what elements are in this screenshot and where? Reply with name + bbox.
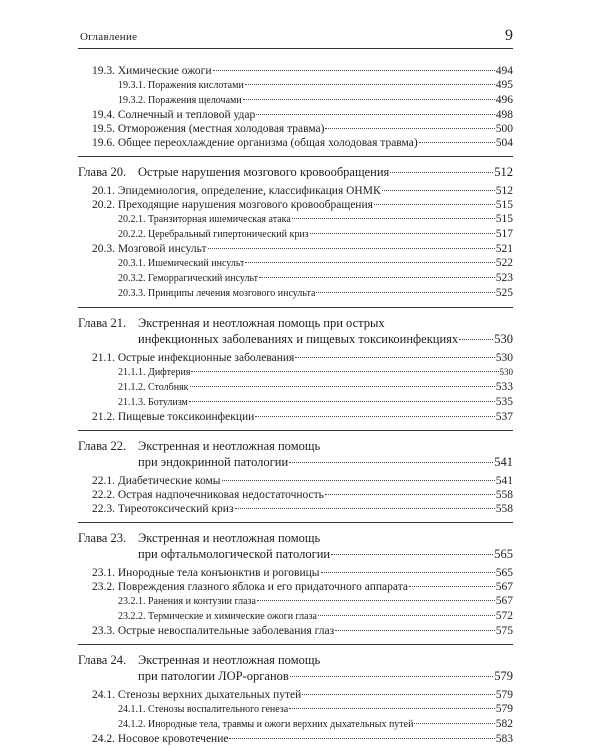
toc-entry-title: 20.1. Эпидемиология, определение, классификация ОНМК — [92, 185, 381, 197]
toc-entry[interactable] — [78, 122, 513, 136]
toc-entry-page: 535 — [495, 396, 513, 408]
toc-entry[interactable] — [78, 566, 513, 580]
dot-leader — [325, 128, 494, 129]
toc-entry[interactable] — [78, 594, 513, 609]
toc-entry-title: 20.2. Преходящие нарушения мозгового кровообращения — [92, 199, 373, 211]
dot-leader — [318, 615, 495, 616]
toc-entry-title: 24.1. Стенозы верхних дыхательных путей — [92, 689, 302, 701]
dot-leader — [289, 462, 493, 463]
chapter-title-last-line — [78, 331, 513, 347]
chapter-page: 530 — [494, 332, 513, 346]
dot-leader — [190, 386, 495, 387]
toc-entry[interactable] — [78, 184, 513, 198]
toc-entry[interactable] — [78, 212, 513, 227]
chapter-title-text: Острые нарушения мозгового кровообращения — [138, 165, 390, 179]
toc-entry-title: 23.2.1. Ранения и контузии глаза — [118, 596, 256, 607]
dot-leader — [414, 723, 494, 724]
toc-entry-title: 23.2. Повреждения глазного яблока и его придаточного аппарата — [92, 581, 408, 593]
chapter-title-text: при эндокринной патологии — [138, 455, 289, 469]
chapter-title-text: Экстренная и неотложная помощь — [138, 653, 321, 667]
chapter-heading[interactable] — [78, 530, 513, 562]
section-divider — [78, 307, 513, 308]
toc-entry-page: 515 — [495, 199, 513, 211]
dot-leader — [409, 586, 495, 587]
dot-leader — [302, 694, 494, 695]
toc-entry-page: 512 — [495, 185, 513, 197]
chapter-heading[interactable] — [78, 164, 513, 180]
toc-entry-page: 523 — [495, 272, 513, 284]
toc-entry-title: 19.4. Солнечный и тепловой удар — [92, 109, 256, 121]
toc-entry[interactable] — [78, 732, 513, 746]
toc-entry-title: 20.3.2. Геморрагический инсульт — [118, 273, 259, 284]
toc-entry[interactable] — [78, 410, 513, 424]
section-divider — [78, 156, 513, 157]
toc-entry-page: 498 — [495, 109, 513, 121]
toc-entry[interactable] — [78, 717, 513, 732]
dot-leader — [245, 262, 494, 263]
toc-entry[interactable] — [78, 624, 513, 638]
toc-entry-page: 558 — [495, 503, 513, 515]
dot-leader — [243, 99, 495, 100]
dot-leader — [310, 233, 495, 234]
dot-leader — [459, 339, 493, 340]
toc-entry-page: 575 — [495, 625, 513, 637]
dot-leader — [295, 357, 494, 358]
toc-entry-title: 20.3.3. Принципы лечения мозгового инсульта — [118, 288, 316, 299]
toc-entry-title: 19.3. Химические ожоги — [92, 65, 212, 77]
dot-leader — [382, 190, 495, 191]
toc-entry[interactable] — [78, 380, 513, 395]
dot-leader — [255, 416, 494, 417]
toc-entry-title: 22.1. Диабетические комы — [92, 475, 221, 487]
toc-entry[interactable] — [78, 227, 513, 242]
chapter-title-last-line — [78, 668, 513, 684]
toc-entry-page: 495 — [495, 79, 513, 91]
toc-entry-title: 23.2.2. Термические и химические ожоги глаза — [118, 611, 317, 622]
dot-leader — [191, 371, 498, 372]
chapter-title-last-line — [78, 454, 513, 470]
page-number: 9 — [505, 27, 513, 44]
toc-entry-title: 21.2. Пищевые токсикоинфекции — [92, 411, 255, 423]
toc-entry[interactable] — [78, 198, 513, 212]
chapter-title-text: Экстренная и неотложная помощь — [138, 439, 321, 453]
toc-entry[interactable] — [78, 351, 513, 365]
dot-leader — [235, 508, 495, 509]
toc-entry-page: 521 — [495, 243, 513, 255]
page-header — [78, 26, 513, 49]
table-of-contents — [78, 64, 513, 746]
toc-entry-page: 579 — [495, 703, 513, 715]
toc-entry-title: 20.2.2. Церебральный гипертонический криз — [118, 229, 309, 240]
toc-entry[interactable] — [78, 64, 513, 78]
dot-leader — [259, 277, 495, 278]
toc-entry-title: 19.6. Общее переохлаждение организма (общая холодовая травма) — [92, 137, 418, 149]
toc-entry[interactable] — [78, 93, 513, 108]
toc-entry-title: 19.3.1. Поражения кислотами — [118, 80, 244, 91]
section-divider — [78, 430, 513, 431]
toc-entry[interactable] — [78, 108, 513, 122]
toc-entry[interactable] — [78, 271, 513, 286]
toc-entry-page: 582 — [495, 718, 513, 730]
dot-leader — [257, 600, 495, 601]
chapter-title-text: при патологии ЛОР-органов — [138, 669, 289, 683]
toc-entry[interactable] — [78, 78, 513, 93]
dot-leader — [229, 738, 494, 739]
toc-entry-page: 567 — [495, 581, 513, 593]
chapter-label: Глава 22. — [78, 439, 127, 453]
toc-entry[interactable] — [78, 580, 513, 594]
toc-entry-page: 558 — [495, 489, 513, 501]
dot-leader — [290, 676, 493, 677]
dot-leader — [374, 204, 495, 205]
toc-entry[interactable] — [78, 488, 513, 502]
section-divider — [78, 644, 513, 645]
chapter-label: Глава 24. — [78, 653, 127, 667]
chapter-page: 565 — [494, 547, 513, 561]
toc-entry-title: 21.1.3. Ботулизм — [118, 397, 188, 408]
toc-entry-page: 500 — [495, 123, 513, 135]
toc-entry-page: 530 — [499, 367, 513, 377]
chapter-title-line — [78, 438, 513, 454]
toc-entry-page: 496 — [495, 94, 513, 106]
toc-entry-page: 537 — [495, 411, 513, 423]
dot-leader — [419, 142, 495, 143]
toc-entry[interactable] — [78, 395, 513, 410]
toc-entry-title: 24.1.2. Инородные тела, травмы и ожоги верхних дыхательных путей — [118, 719, 414, 730]
dot-leader — [208, 248, 495, 249]
dot-leader — [321, 572, 495, 573]
toc-entry-page: 515 — [495, 213, 513, 225]
dot-leader — [289, 708, 495, 709]
toc-entry-page: 530 — [495, 352, 513, 364]
toc-entry-title: 23.1. Инородные тела конъюнктив и роговицы — [92, 567, 320, 579]
chapter-label: Глава 23. — [78, 531, 127, 545]
toc-entry-title: 22.2. Острая надпочечниковая недостаточность — [92, 489, 324, 501]
toc-entry[interactable] — [78, 474, 513, 488]
toc-entry[interactable] — [78, 256, 513, 271]
toc-entry-page: 504 — [495, 137, 513, 149]
toc-entry-page: 583 — [495, 733, 513, 745]
toc-entry-title: 23.3. Острые невоспалительные заболевания глаз — [92, 625, 335, 637]
section-divider — [78, 522, 513, 523]
toc-entry-title: 24.2. Носовое кровотечение — [92, 733, 229, 745]
dot-leader — [245, 84, 495, 85]
toc-entry-title: 19.3.2. Поражения щелочами — [118, 95, 242, 106]
chapter-page: 512 — [494, 165, 513, 179]
dot-leader — [390, 172, 493, 173]
toc-entry-page: 567 — [495, 595, 513, 607]
chapter-title-line — [78, 530, 513, 546]
running-header-title: Оглавление — [80, 31, 138, 43]
toc-entry-page: 541 — [495, 475, 513, 487]
toc-entry-page: 579 — [495, 689, 513, 701]
chapter-title-line — [78, 652, 513, 668]
chapter-title-last-line — [78, 546, 513, 562]
toc-entry-title: 20.3. Мозговой инсульт — [92, 243, 207, 255]
chapter-title-text: Экстренная и неотложная помощь при острых — [138, 316, 385, 330]
toc-entry-title: 22.3. Тиреотоксический криз — [92, 503, 234, 515]
toc-entry-page: 517 — [495, 228, 513, 240]
chapter-title-line — [78, 315, 513, 331]
dot-leader — [316, 292, 494, 293]
toc-entry[interactable] — [78, 702, 513, 717]
toc-entry-title: 21.1.2. Столбняк — [118, 382, 189, 393]
dot-leader — [213, 70, 495, 71]
dot-leader — [325, 494, 495, 495]
toc-entry-title: 19.5. Отморожения (местная холодовая травма) — [92, 123, 325, 135]
dot-leader — [331, 554, 493, 555]
toc-entry-title: 21.1.1. Дифтерия — [118, 367, 191, 378]
chapter-title-text: при офтальмологической патологии — [138, 547, 331, 561]
toc-entry-page: 525 — [495, 287, 513, 299]
dot-leader — [222, 480, 495, 481]
chapter-page: 579 — [494, 669, 513, 683]
dot-leader — [292, 218, 495, 219]
toc-entry-page: 572 — [495, 610, 513, 622]
chapter-title-last-line — [78, 164, 513, 180]
toc-entry-page: 494 — [495, 65, 513, 77]
toc-entry-title: 21.1. Острые инфекционные заболевания — [92, 352, 295, 364]
chapter-title-text: Экстренная и неотложная помощь — [138, 531, 321, 545]
chapter-title-text: инфекционных заболеваниях и пищевых токсикоинфекциях — [138, 332, 459, 346]
chapter-heading[interactable] — [78, 315, 513, 347]
toc-entry-title: 24.1.1. Стенозы воспалительного генеза — [118, 704, 289, 715]
chapter-label: Глава 21. — [78, 316, 127, 330]
chapter-label: Глава 20. — [78, 165, 127, 179]
chapter-page: 541 — [494, 455, 513, 469]
toc-entry[interactable] — [78, 502, 513, 516]
toc-entry-title: 20.2.1. Транзиторная ишемическая атака — [118, 214, 291, 225]
toc-entry[interactable] — [78, 365, 513, 380]
dot-leader — [335, 630, 495, 631]
dot-leader — [256, 114, 495, 115]
toc-entry-page: 565 — [495, 567, 513, 579]
toc-entry-title: 20.3.1. Ишемический инсульт — [118, 258, 245, 269]
toc-entry[interactable] — [78, 688, 513, 702]
toc-entry[interactable] — [78, 286, 513, 301]
toc-entry-page: 522 — [495, 257, 513, 269]
chapter-heading[interactable] — [78, 438, 513, 470]
toc-entry[interactable] — [78, 609, 513, 624]
toc-entry[interactable] — [78, 136, 513, 150]
toc-entry-page: 533 — [495, 381, 513, 393]
chapter-heading[interactable] — [78, 652, 513, 684]
chapter-title-text — [78, 164, 389, 180]
toc-entry[interactable] — [78, 242, 513, 256]
dot-leader — [189, 401, 495, 402]
